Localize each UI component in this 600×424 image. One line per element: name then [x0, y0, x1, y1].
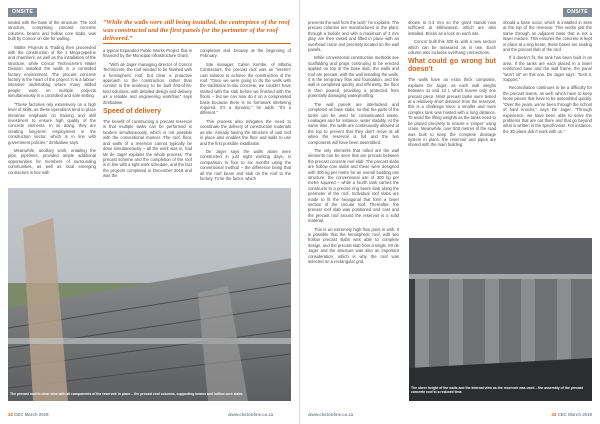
section-tag-left: ONSITE: [8, 8, 37, 17]
paragraph: a typical Expanded Public Works Project that is financed by the Municipal Infrastructure Grant.: [103, 48, 192, 59]
page-fold: [299, 0, 300, 424]
paragraph: The benefit of constructing a precast reservoir is that multiple tasks can be performed in tandem simultaneously, which is not possible with the conventional manner. The roof, floor, and walls of a reservoir cannot typically be done simultaneously – all the work was in, had Mr de Jager explains the whole process. The precast scheme and the completion of the roof is in line with a tight work schedule, and the fact the projects completed in December 2018 and was the: [103, 119, 192, 179]
paragraph: Site manager, Calvin Kombe, of Mbuba Contractors, the precast roof was an “interim” cast solution to achieve the construction of the roof. “Once we were going to do the walls with the traditional in-situ concrete, we couldn’t have started with the slab before we finished with the floors – but we can now do it on a compressed basis because there is no formwork sheltering required. It’s a dynamic,” he adds. “It’s a different.”: [200, 61, 291, 116]
paragraph: Walter Projects & Trading then proceeded with the construction of the 1 Mega-pipeline and chambers, as well as the installation of the structure, while Concor Technicrete's Water Division installed the walls in a controlled factory environment. The precast concrete factory is the heart of the project. It is a labour-intensive undertaking where many skilled people work on multiple projects simultaneously in a controlled and safe setting.: [8, 44, 96, 99]
left-col-2: [103, 48, 192, 184]
paragraph: The only elements that rolled are the wall elements can be seen that are precast between the precast concrete roof slab. The precast slabs are hollow core slabs and these were designed with 300 kg per metre for an overall building use structure; the conventional use of 300 kg per metre squared – while a fourth tank carries the constructs to a precise ring beam slab along the perimeter of the roof. Individual roof slabs are made to fit the hexagonal that form a lower section of the circular roof. Thereafter, the precast roof slab was positioned and cast and the precast roof around the reservoir is a solid material.: [308, 147, 399, 224]
footer-left: [8, 412, 49, 417]
paragraph: prevents the wall from the wall,” he explains. The precast columns are manufactured in the plant, through a builder and with a maximum of 3 mm play, are then raised and lifted in place with an overhead crane and precisely located on the wall panels.: [308, 20, 399, 53]
right-col-1: [308, 20, 399, 401]
paragraph: should a base occur, which is installed in sites at the top of the reservoir. This works just the same through an adjacent base that is not a lower mixture. This ensures the concrete is kept in place at a ring beam, these bases are sealing and the precast slab of the roof.: [503, 20, 592, 53]
section-tag-right: ONSITE: [563, 8, 592, 17]
paragraph: The wall panels are interlocked and completed as base slabs, so that the parts of the tanks can be used for contaminated waste. Leakages and for instance, water stability. At the same time, the walls are continuously allowed at the top to prevent that they don’t move at all when the reservoir is full and the two components will have been assembled.: [308, 101, 399, 145]
paragraph: If it doesn’t fit, the tank has been built in an area. If the tanks are each placed in a lower reinforced base and the wall frame, the panel “won’t sit” on this one. De Jager says: “Sent it. Support.”: [503, 55, 592, 83]
paragraph: De Jager says the walls alone were constructed in just eight working days, in comparison to four to six months using the conventional method – the difference being that all the roof beam and slab on the roof to the factory. To tie the factor, which: [200, 148, 291, 181]
paragraph: Concor built this 400 kL with a new section which can be measured as in use. Each column also includes overhang connections.: [408, 39, 496, 56]
paragraph: “With de Jager managing director of Concor Technicrete, the roof needed to be finished with a hemispheric roof, but clear a proactive approach to the construction, rather than commit to the tendency to be built first-of-its-kind solutions, with detailed design and delivery as a reliable and engineering workflow,” says Zimbabwe.: [103, 61, 192, 105]
footer-right: [551, 412, 592, 417]
pull-quote-rule: [103, 43, 291, 44]
footer-url-left: www.ckstonline.co.za: [228, 412, 274, 417]
paragraph: sealed with the base of the structure. The roof structure, comprising precast concrete columns, beams and hollow core slabs, was built by Concor on site for walling.: [8, 20, 96, 42]
paragraph: This process also mitigates the need to coordinate the delivery of construction materials as site. Already having the structure of cast roof in place also enables the floor and walls to use and the first possible installation.: [200, 118, 291, 146]
paragraph: The walls have an extra thick composite, explains De Jager, as each wall weighs between 11 and 13 t, which leaves only one precast piece. Most precast tanks were tested at a relatively short distance from the reservoir, this is a challenge since a smaller and more complex tank was hosted with a long distance. To avoid the lifting weights as the tanks need to be placed precisely to ensure a ‘proper’ using crane. Meanwhile, over 500 metres of the road was built to keep the complete drainage system in place, the reservoir and pipes are shared with the main building.: [408, 77, 496, 148]
issue-right: CEC March 2019: [557, 412, 592, 417]
paragraph: shown to 0.3 mm so the grant stands now sufficient at Mkhwanazi, which are also installed. Bricks as a lock on each site.: [408, 20, 496, 36]
footer-url-right: www.ckstonline.co.za: [308, 412, 354, 417]
reservoir-interior-photo: [409, 238, 592, 401]
paragraph: Meanwhile, ancillary work, entailing the pipe, pipelines, provided ample additional opportunities for members of surrounding communities, as well as local emerging contractors in line with: [8, 147, 96, 175]
left-photo-caption: The precast roof in clear view with all components of the reservoir in place – the precast roof columns, supporting beams and hollow core slabs.: [10, 392, 244, 396]
subheading-speed: Speed of delivery: [103, 108, 161, 116]
right-photo-caption: The sheer height of the walls and the internal view as the reservoir was used – the assembly of the precast concrete roof in a reduced time.: [411, 386, 583, 395]
pull-quote: “While the walls were still being installed, the centrepiece of the roof was constructed and the first panels for the perimeter of the roof delivered.”: [103, 19, 290, 42]
left-col-1: [8, 20, 96, 184]
paragraph: This is an extremely high-flow point in with. It is possible that the hemispheric roof, with two hollow precast slabs was able to complete design, and the precast slab from a single. Mr de Jager and the structure was also an important consideration, which is why the roof was selected on a rectangular grid.: [308, 226, 399, 265]
right-col-2: [408, 20, 496, 234]
paragraph: Reconciliation continues to be a difficulty for the precast teams, as well, which have to keep loose pieces that have to be assembled quickly. “Over the years, we’ve been through the school of hard knocks,” says De Jager. “Through experience, we have been able to solve the problems that are out there and that go beyond what is written in the specification. For instance, the 3D plans didn’t work with us.”: [503, 85, 592, 134]
page-number-right: 33: [551, 412, 557, 417]
paragraph: While conventional construction methods see scaffolding and props continuing to be erected applied on top of the base slab, the walls and roof are precast, with the wall installing the walls, it is the temporary flow and foundation, and the wall is completed quickly and efficiently, the floor is then poured, providing a protected from potentially damaging waterproofing.: [308, 55, 399, 99]
issue-left: CEC March 2019: [14, 412, 49, 417]
page-number-left: 32: [8, 412, 13, 417]
reservoir-roof-photo: [8, 188, 291, 401]
paragraph: “These factories rely extensively on a high level of skills, as these operations tend to place immense emphasis on training and skill investment to ensure high quality of the concrete elements. In so doing, they are creating long-term employment in the construction sector, which is in line with government policies,” Zimbabwe says.: [8, 101, 96, 145]
paragraph: completion and January at the beginning of February.: [200, 48, 291, 59]
subheading-what-could-go-wrong: What could go wrong but doesn’t: [408, 58, 496, 74]
right-col-3: [503, 20, 592, 234]
left-col-3: [200, 48, 291, 184]
